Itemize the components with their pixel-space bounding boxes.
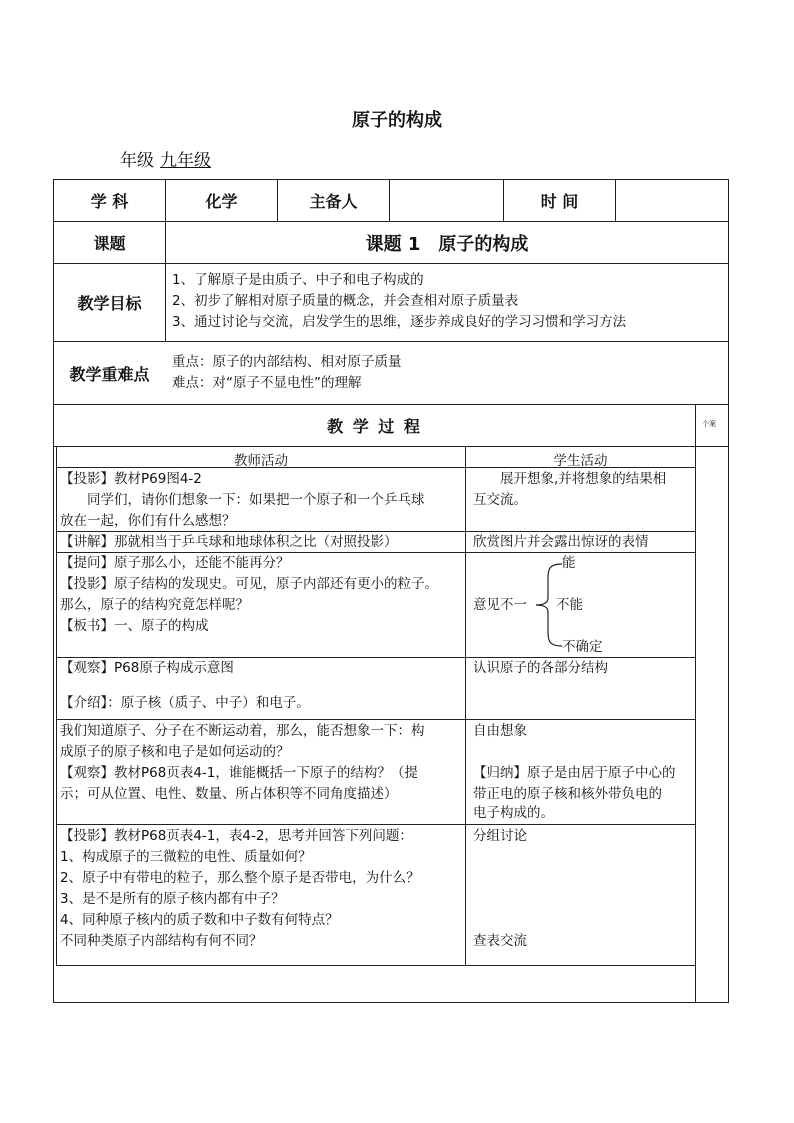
subject-value: 化学	[205, 192, 238, 211]
table-border-bottom	[53, 1002, 729, 1003]
grade-label: 年级	[120, 151, 154, 171]
objectives-label: 教学目标	[77, 294, 142, 313]
teacher-line: 成原子的原子核和电子是如何运动的？	[60, 744, 290, 760]
teacher-line: 放在一起，你们有什么感想？	[60, 513, 236, 529]
student-line: 展开想象,并将想象的结果相	[473, 471, 667, 487]
student-line: 【归纳】原子是由居于原子中心的	[473, 765, 676, 781]
teacher-line: 【介绍】：原子核（质子、中子）和电子。	[60, 695, 310, 711]
student-line: 电子构成的。	[473, 805, 554, 821]
student-header: 学生活动	[553, 453, 608, 469]
teacher-line: 1、构成原子的三微粒的电性、质量如何？	[60, 849, 312, 865]
teacher-line: 【投影】教材P68页表4-1，表4-2，思考并回答下列问题：	[60, 828, 413, 844]
student-line: 自由想象	[473, 723, 527, 739]
teacher-line: 4、同种原子核内的质子数和中子数有何特点？	[60, 912, 339, 928]
teacher-line: 示；可从位置、电性、数量、所占体积等不同角度描述）	[60, 786, 398, 802]
teacher-line: 【讲解】那就相当于乒乓球和地球体积之比（对照投影）	[60, 534, 398, 550]
grade-line	[120, 146, 215, 171]
inner-hline	[56, 719, 695, 720]
key-point-item: 难点：对“原子不显电性”的理解	[172, 375, 362, 391]
opinion-lead: 意见不一	[473, 597, 527, 613]
teacher-line: 【板书】一、原子的构成	[60, 618, 209, 634]
topic-label: 课题	[93, 234, 126, 253]
subject-label: 学 科	[90, 192, 129, 211]
teacher-line: 【投影】教材P69图4-2	[60, 471, 202, 487]
teacher-line: 那么，原子的结构究竟怎样呢？	[60, 597, 249, 613]
opinion-option: 不能	[556, 597, 583, 613]
objective-item: 1、了解原子是由质子、中子和电子构成的	[172, 272, 424, 288]
inner-hline	[56, 824, 695, 825]
process-title: 教 学 过 程	[327, 417, 422, 436]
teacher-line: 我们知道原子、分子在不断运动着，那么，能否想象一下：构	[60, 723, 425, 739]
objective-item: 3、通过讨论与交流，启发学生的思维，逐步养成良好的学习习惯和学习方法	[172, 314, 627, 330]
inner-left	[56, 446, 57, 966]
teacher-header: 教师活动	[234, 453, 288, 469]
side-note: 个案	[702, 420, 716, 428]
teacher-line: 【提问】原子那么小，还能不能再分？	[60, 555, 290, 571]
side-col-divider	[695, 404, 696, 1002]
time-value	[616, 180, 728, 221]
grade-value: 九年级	[160, 151, 211, 171]
objective-item: 2、初步了解相对原子质量的概念，并会查相对原子质量表	[172, 293, 519, 309]
table-border-right	[728, 179, 729, 1003]
opinion-option: 不确定	[562, 639, 603, 655]
key-point-item: 重点：原子的内部结构、相对原子质量	[172, 354, 402, 370]
teacher-line: 【观察】教材P68页表4-1，谁能概括一下原子的结构？（提	[60, 765, 418, 781]
teacher-line: 同学们，请你们想象一下：如果把一个原子和一个乒乓球	[60, 492, 425, 508]
inner-hline	[56, 965, 695, 966]
teacher-line: 【观察】P68原子构成示意图	[60, 660, 234, 676]
teacher-line: 不同种类原子内部结构有何不同？	[60, 933, 263, 949]
opinion-option: 能	[562, 555, 576, 571]
student-line: 带正电的原子核和核外带负电的	[473, 786, 662, 802]
page-title: 原子的构成	[352, 110, 442, 131]
row-divider	[53, 446, 729, 447]
preparer-value	[390, 180, 503, 221]
student-line: 欣赏图片并会露出惊讶的表情	[473, 534, 649, 550]
student-line: 分组讨论	[473, 828, 527, 844]
inner-mid	[465, 446, 466, 966]
teacher-line: 2、原子中有带电的粒子，那么整个原子是否带电，为什么？	[60, 870, 420, 886]
student-line: 查表交流	[473, 933, 527, 949]
student-line: 认识原子的各部分结构	[473, 660, 608, 676]
topic-value: 课题 1 原子的构成	[365, 233, 529, 255]
key-points-label: 教学重难点	[69, 364, 150, 384]
time-label: 时 间	[540, 192, 579, 211]
teacher-line: 3、是不是所有的原子核内都有中子？	[60, 891, 285, 907]
teacher-line: 【投影】原子结构的发现史。可见，原子内部还有更小的粒子。	[60, 576, 438, 592]
student-line: 互交流。	[473, 492, 527, 508]
preparer-label: 主备人	[309, 192, 358, 211]
